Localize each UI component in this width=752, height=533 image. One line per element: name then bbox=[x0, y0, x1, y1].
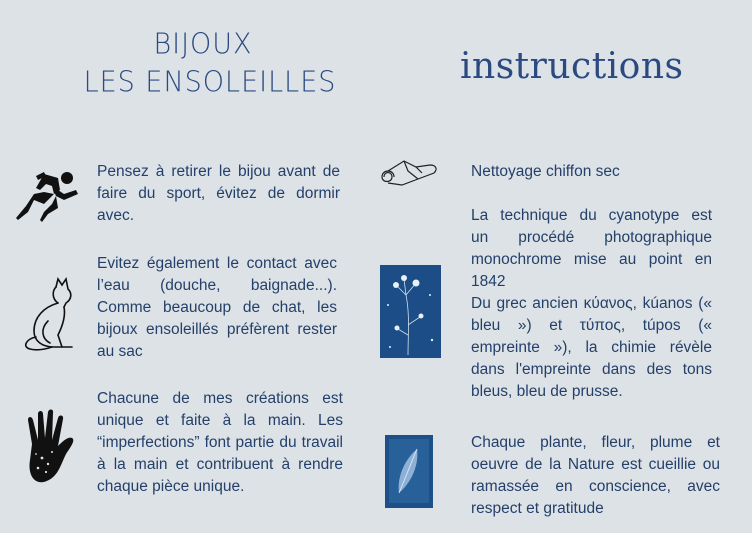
cat-icon bbox=[18, 277, 78, 353]
brand-line-1: BIJOUX bbox=[153, 28, 253, 61]
cyanotype-explanation-text bbox=[471, 205, 712, 403]
handmade-text: Chacune de mes créations est unique et faite à la main. Les “imperfections” font partie du travail à la main et contribuent à rendre chaque pièce unique. bbox=[97, 390, 343, 495]
brand-line-2: LES ENSOLEILLES bbox=[83, 66, 337, 99]
cyanotype-line-5: Du grec ancien κύανος, kúanos (« bbox=[471, 295, 712, 312]
cyanotype-line-4: 1842 bbox=[471, 273, 506, 290]
hand-icon bbox=[18, 408, 80, 488]
cyanotype-line-9: bleus, bleu de prusse. bbox=[471, 383, 623, 400]
runner-icon bbox=[14, 164, 82, 224]
cyanotype-line-3: monochrome mise au point en bbox=[471, 251, 712, 268]
sport-instruction-text: Pensez à retirer le bijou avant de faire du sport, évitez de dormir avec. bbox=[97, 163, 340, 224]
cyanotype-line-1: La technique du cyanotype est bbox=[471, 207, 712, 224]
page-title: instructions bbox=[460, 46, 684, 87]
cyanotype-line-6: bleu ») et τύπος, túpos (« bbox=[471, 317, 712, 334]
cyanotype-line-2: un procédé photographique bbox=[471, 229, 712, 246]
cyanotype-feather-image bbox=[385, 435, 433, 508]
cleaning-instruction-text: Nettoyage chiffon sec bbox=[471, 163, 620, 180]
cyanotype-line-7: empreinte »), la chimie révèle bbox=[471, 339, 712, 356]
cyanotype-line-8: dans l'empreinte dans des tons bbox=[471, 361, 712, 378]
cloth-icon bbox=[378, 157, 440, 189]
water-instruction-text: Evitez également le contact avec l’eau (douche, baignade...). Comme beaucoup de chat, les bijoux ensoleillés préfèrent rester au sac bbox=[97, 255, 337, 360]
brand-title bbox=[40, 26, 380, 102]
cyanotype-flower-image bbox=[380, 265, 441, 358]
nature-respect-text: Chaque plante, fleur, plume et oeuvre de la Nature est cueillie ou ramassée en conscience, avec respect et gratitude bbox=[471, 434, 720, 517]
